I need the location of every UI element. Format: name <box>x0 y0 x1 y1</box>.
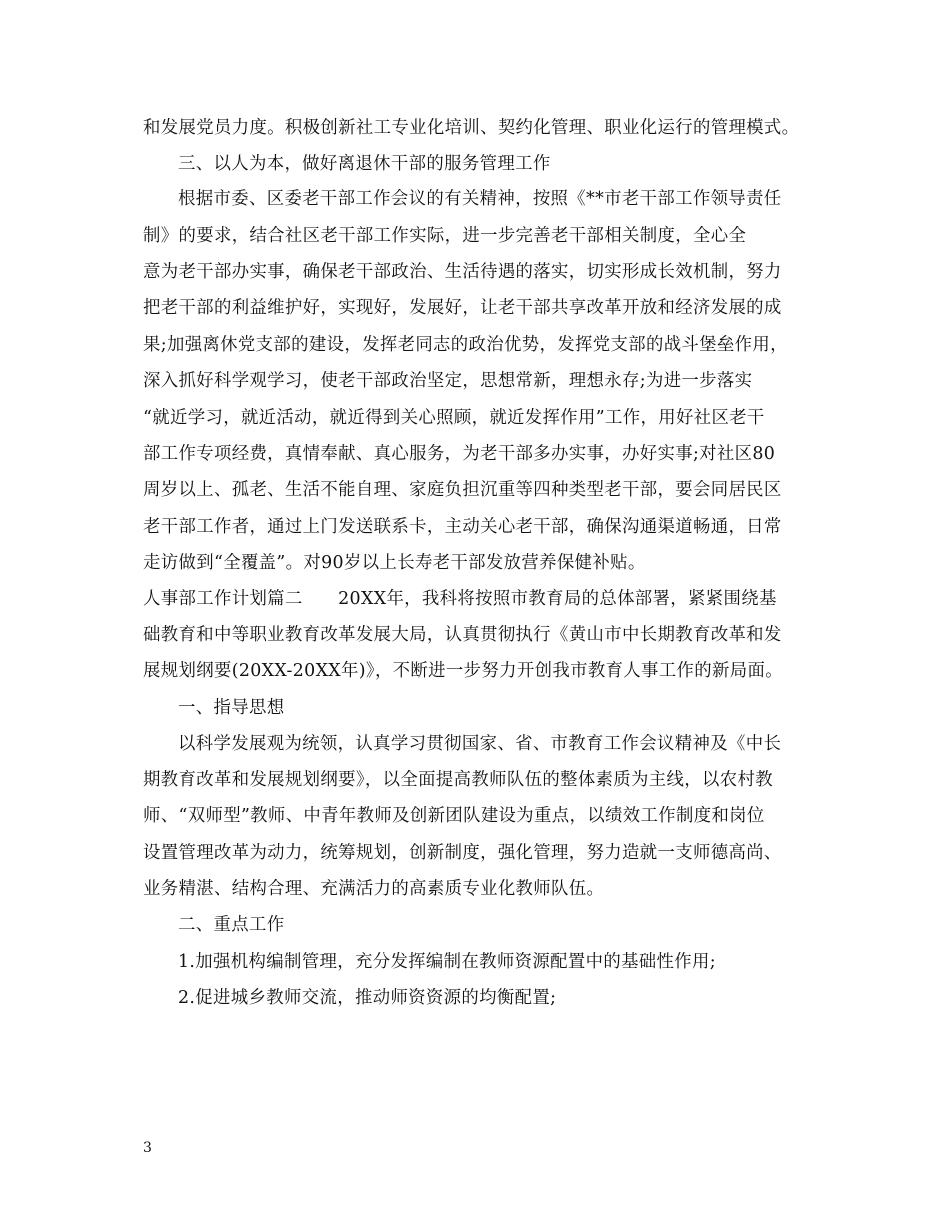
paragraph-first-line: 根据市委、区委老干部工作会议的有关精神，按照《**市老干部工作领导责任 <box>178 189 782 209</box>
body-text-line: 期教育改革和发展规划纲要》，以全面提高教师队伍的整体素质为主线，以农村教 <box>143 770 773 790</box>
body-text-line: 把老干部的利益维护好，实现好，发展好，让老干部共享改革开放和经济发展的成 <box>143 298 782 318</box>
body-text-line: 展规划纲要(20XX-20XX年)》，不断进一步努力开创我市教育人事工作的新局面。 <box>143 661 783 681</box>
body-text-line: 础教育和中等职业教育改革发展大局，认真贯彻执行《黄山市中长期教育改革和发 <box>143 625 782 645</box>
list-item: 1.加强机构编制管理，充分发挥编制在教师资源配置中的基础性作用; <box>178 952 716 972</box>
section-heading: 三、以人为本，做好离退休干部的服务管理工作 <box>178 154 551 174</box>
body-text-line: 意为老干部办实事，确保老干部政治、生活待遇的落实，切实形成长效机制，努力 <box>143 262 782 282</box>
body-text-line: “就近学习，就近活动，就近得到关心照顾，就近发挥作用”工作，用好社区老干 <box>143 408 765 428</box>
body-text-line: 业务精湛、结构合理、充满活力的高素质专业化教师队伍。 <box>143 879 605 899</box>
body-text-line: 师、“双师型”教师、中青年教师及创新团队建设为重点，以绩效工作制度和岗位 <box>143 806 765 826</box>
paragraph-first-line: 以科学发展观为统领，认真学习贯彻国家、省、市教育工作会议精神及《中长 <box>178 734 782 754</box>
body-text-line: 深入抓好科学观学习，使老干部政治坚定，思想常新，理想永存;为进一步落实 <box>143 371 753 391</box>
body-text-line: 果;加强离休党支部的建设，发挥老同志的政治优势，发挥党支部的战斗堡垒作用， <box>143 335 788 355</box>
body-text-line: 老干部工作者，通过上门发送联系卡，主动关心老干部，确保沟通渠道畅通，日常 <box>143 517 782 537</box>
article-title-line: 人事部工作计划篇二 20XX年，我科将按照市教育局的总体部署，紧紧围绕基 <box>143 589 777 609</box>
list-item: 2.促进城乡教师交流，推动师资资源的均衡配置; <box>178 988 557 1008</box>
section-heading: 一、指导思想 <box>178 698 285 718</box>
page-number: 3 <box>143 1140 152 1156</box>
section-heading: 二、重点工作 <box>178 915 285 935</box>
body-text-line: 走访做到“全覆盖”。对90岁以上长寿老干部发放营养保健补贴。 <box>143 553 646 573</box>
body-text-line: 周岁以上、孤老、生活不能自理、家庭负担沉重等四种类型老干部，要会同居民区 <box>143 480 782 500</box>
body-text-line: 部工作专项经费，真情奉献、真心服务，为老干部多办实事，办好实事;对社区80 <box>143 444 776 464</box>
body-text-line: 和发展党员力度。积极创新社工专业化培训、契约化管理、职业化运行的管理模式。 <box>143 118 800 138</box>
body-text-line: 制》的要求，结合社区老干部工作实际，进一步完善老干部相关制度，全心全 <box>143 226 747 246</box>
body-text-line: 设置管理改革为动力，统筹规划，创新制度，强化管理，努力造就一支师德高尚、 <box>143 843 782 863</box>
